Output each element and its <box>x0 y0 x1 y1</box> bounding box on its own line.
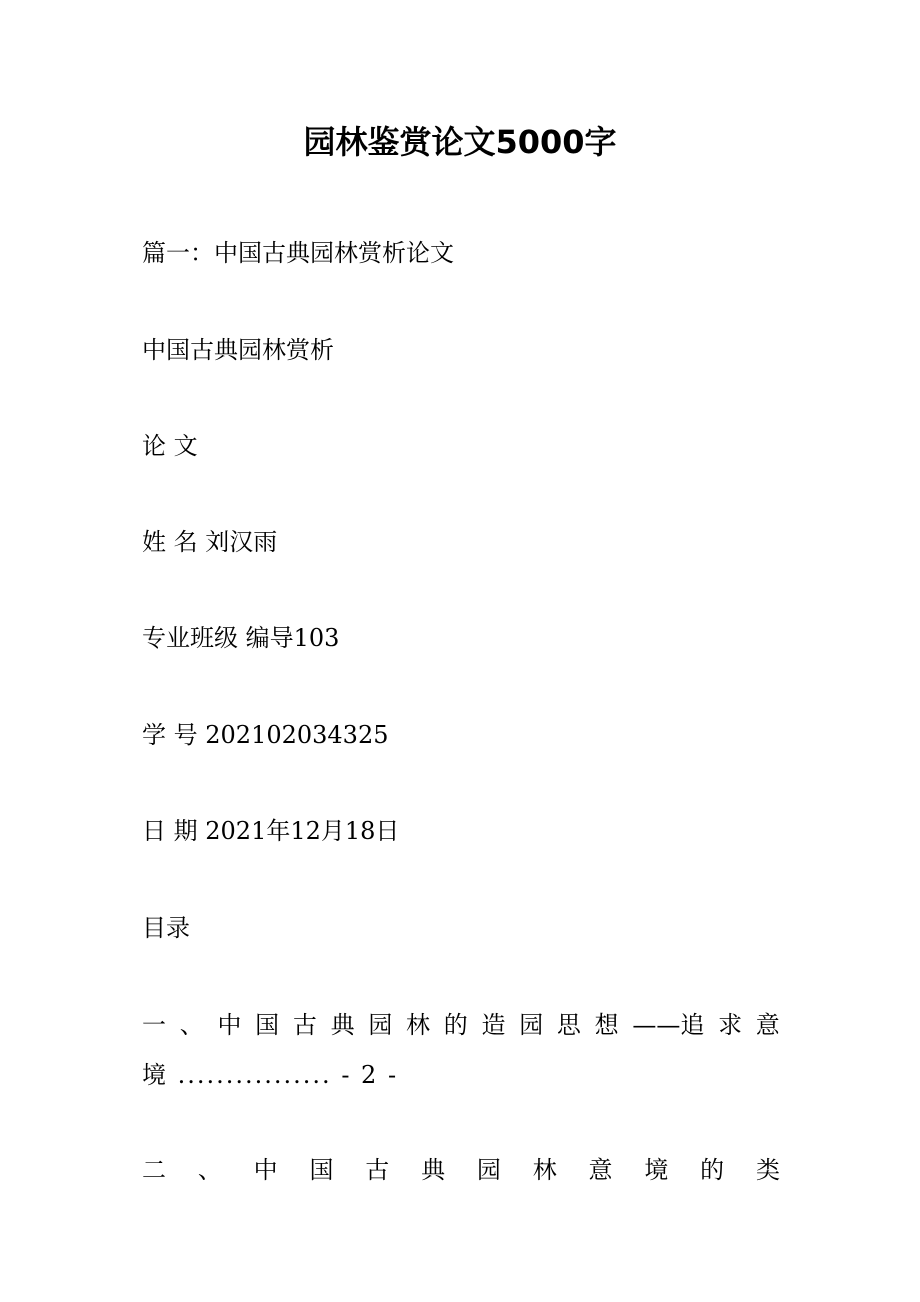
toc-char: 思 <box>556 1011 581 1039</box>
date-line: 日 期 2021年12月18日 <box>142 817 400 845</box>
student-id-line: 学 号 202102034325 <box>142 721 389 749</box>
toc-char: 求 <box>718 1011 743 1039</box>
toc-char: 境 <box>644 1156 669 1184</box>
toc-char: 林 <box>532 1156 557 1184</box>
toc-entry-1-page: 境 ................ - 2 - <box>142 1061 399 1089</box>
toc-char: ——追 <box>632 1011 705 1039</box>
toc-char: 国 <box>309 1156 334 1184</box>
toc-entry-1 <box>142 1008 780 1042</box>
toc-entry-2 <box>142 1153 780 1187</box>
paper-title: 中国古典园林赏析 <box>142 336 334 364</box>
toc-char: 中 <box>253 1156 278 1184</box>
toc-char: 典 <box>421 1156 446 1184</box>
toc-char: 造 <box>481 1011 506 1039</box>
toc-char: 、 <box>179 1011 204 1039</box>
toc-char: 园 <box>519 1011 544 1039</box>
paper-label: 论 文 <box>142 432 198 460</box>
document-title: 园林鉴赏论文5000字 <box>303 123 617 161</box>
toc-char: 、 <box>197 1156 222 1184</box>
toc-char: 意 <box>755 1011 780 1039</box>
toc-char: 林 <box>406 1011 431 1039</box>
toc-char: 园 <box>476 1156 501 1184</box>
toc-char: 古 <box>365 1156 390 1184</box>
toc-char: 的 <box>443 1011 468 1039</box>
toc-entry-2-title <box>142 1153 780 1187</box>
toc-char: 中 <box>217 1011 242 1039</box>
toc-char: 一 <box>142 1011 166 1039</box>
toc-char: 意 <box>588 1156 613 1184</box>
toc-char: 的 <box>700 1156 725 1184</box>
toc-heading: 目录 <box>142 914 190 942</box>
toc-char: 类 <box>755 1156 780 1184</box>
toc-entry-1-title <box>142 1008 780 1042</box>
section-heading: 篇一：中国古典园林赏析论文 <box>142 239 454 267</box>
toc-char: 古 <box>292 1011 317 1039</box>
toc-char: 典 <box>330 1011 355 1039</box>
toc-char: 国 <box>255 1011 280 1039</box>
toc-char: 二 <box>142 1156 166 1184</box>
author-name-line: 姓 名 刘汉雨 <box>142 528 278 556</box>
toc-char: 园 <box>368 1011 393 1039</box>
toc-char: 想 <box>594 1011 619 1039</box>
class-line: 专业班级 编导103 <box>142 624 340 652</box>
